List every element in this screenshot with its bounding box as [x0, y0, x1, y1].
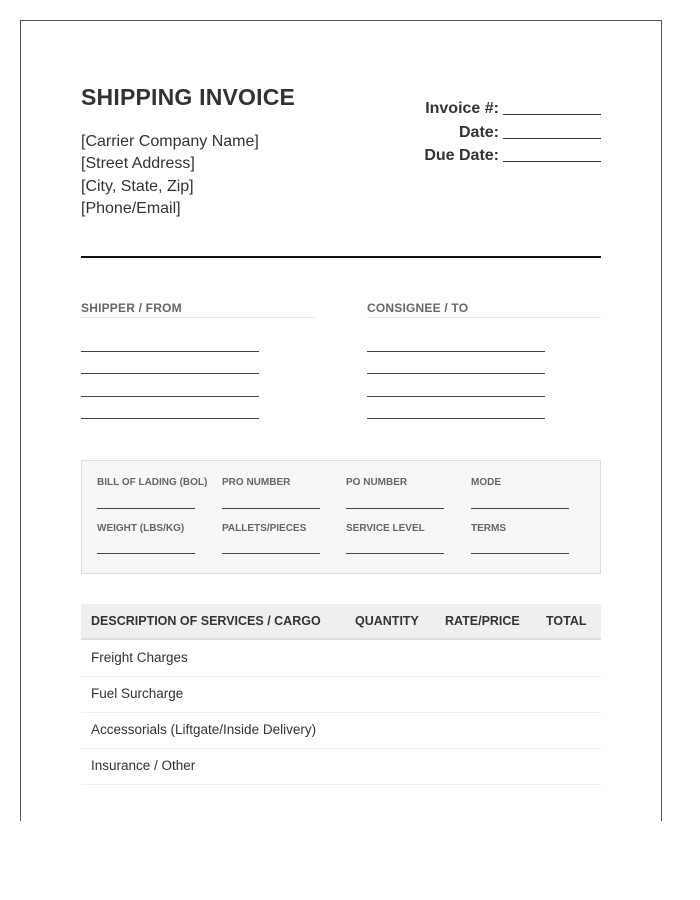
- invoice-number-row: [424, 97, 601, 121]
- quantity-column-header: QUANTITY: [355, 614, 419, 628]
- shipper-line-4[interactable]: [81, 418, 259, 419]
- invoice-title: SHIPPING INVOICE: [81, 84, 296, 110]
- row-description: Insurance / Other: [91, 758, 196, 773]
- consignee-line-4[interactable]: [367, 418, 545, 419]
- rate-column-header: RATE/PRICE: [445, 614, 520, 628]
- bol-field[interactable]: [97, 508, 195, 509]
- shipment-details-box: [81, 460, 601, 574]
- total-column-header: TOTAL: [546, 614, 587, 628]
- invoice-number-field[interactable]: [503, 99, 601, 115]
- row-description: Freight Charges: [91, 650, 188, 665]
- carrier-street: [Street Address]: [81, 155, 195, 173]
- invoice-number-label: Invoice #:: [425, 100, 499, 117]
- shipper-divider: [81, 317, 315, 318]
- shipper-line-1[interactable]: [81, 351, 259, 352]
- consignee-line-1[interactable]: [367, 351, 545, 352]
- row-description: Accessorials (Liftgate/Inside Delivery): [91, 722, 317, 737]
- table-row: [81, 748, 601, 785]
- services-table-header: [81, 604, 601, 640]
- bol-label: BILL OF LADING (BOL): [97, 477, 208, 488]
- carrier-name: [Carrier Company Name]: [81, 133, 259, 150]
- terms-field[interactable]: [471, 553, 569, 554]
- shipper-line-3[interactable]: [81, 396, 259, 397]
- shipper-line-2[interactable]: [81, 373, 259, 374]
- shipper-label: SHIPPER / FROM: [81, 301, 182, 315]
- row-description: Fuel Surcharge: [91, 686, 184, 701]
- header-divider: [81, 256, 601, 258]
- invoice-date-label: Date:: [458, 123, 499, 141]
- table-row: [81, 676, 601, 713]
- pallets-label: PALLETS/PIECES: [222, 523, 307, 534]
- consignee-line-2[interactable]: [367, 373, 545, 374]
- invoice-date-row: [424, 121, 601, 145]
- weight-label: WEIGHT (LBS/KG): [97, 523, 185, 534]
- due-date-row: [424, 144, 601, 168]
- invoice-meta-block: [424, 97, 601, 168]
- consignee-divider: [367, 317, 601, 318]
- carrier-address-block: [81, 131, 259, 220]
- service-level-field[interactable]: [346, 553, 444, 554]
- due-date-field[interactable]: [503, 146, 601, 162]
- terms-label: TERMS: [471, 523, 506, 534]
- mode-label: MODE: [471, 477, 501, 488]
- table-row: [81, 712, 601, 749]
- mode-field[interactable]: [471, 508, 569, 509]
- pro-number-label: PRO NUMBER: [222, 477, 291, 488]
- pro-number-field[interactable]: [222, 508, 320, 509]
- weight-field[interactable]: [97, 553, 195, 554]
- pallets-field[interactable]: [222, 553, 320, 554]
- consignee-label: CONSIGNEE / TO: [367, 301, 469, 315]
- description-column-header: DESCRIPTION OF SERVICES / CARGO: [91, 614, 321, 628]
- po-number-field[interactable]: [346, 508, 444, 509]
- carrier-contact: [Phone/Email]: [81, 199, 181, 217]
- due-date-label: Due Date:: [424, 147, 499, 164]
- table-row: [81, 640, 601, 677]
- invoice-date-field[interactable]: [503, 123, 601, 139]
- carrier-city: [City, State, Zip]: [81, 177, 194, 195]
- consignee-line-3[interactable]: [367, 396, 545, 397]
- po-number-label: PO NUMBER: [346, 477, 408, 488]
- service-level-label: SERVICE LEVEL: [346, 523, 425, 534]
